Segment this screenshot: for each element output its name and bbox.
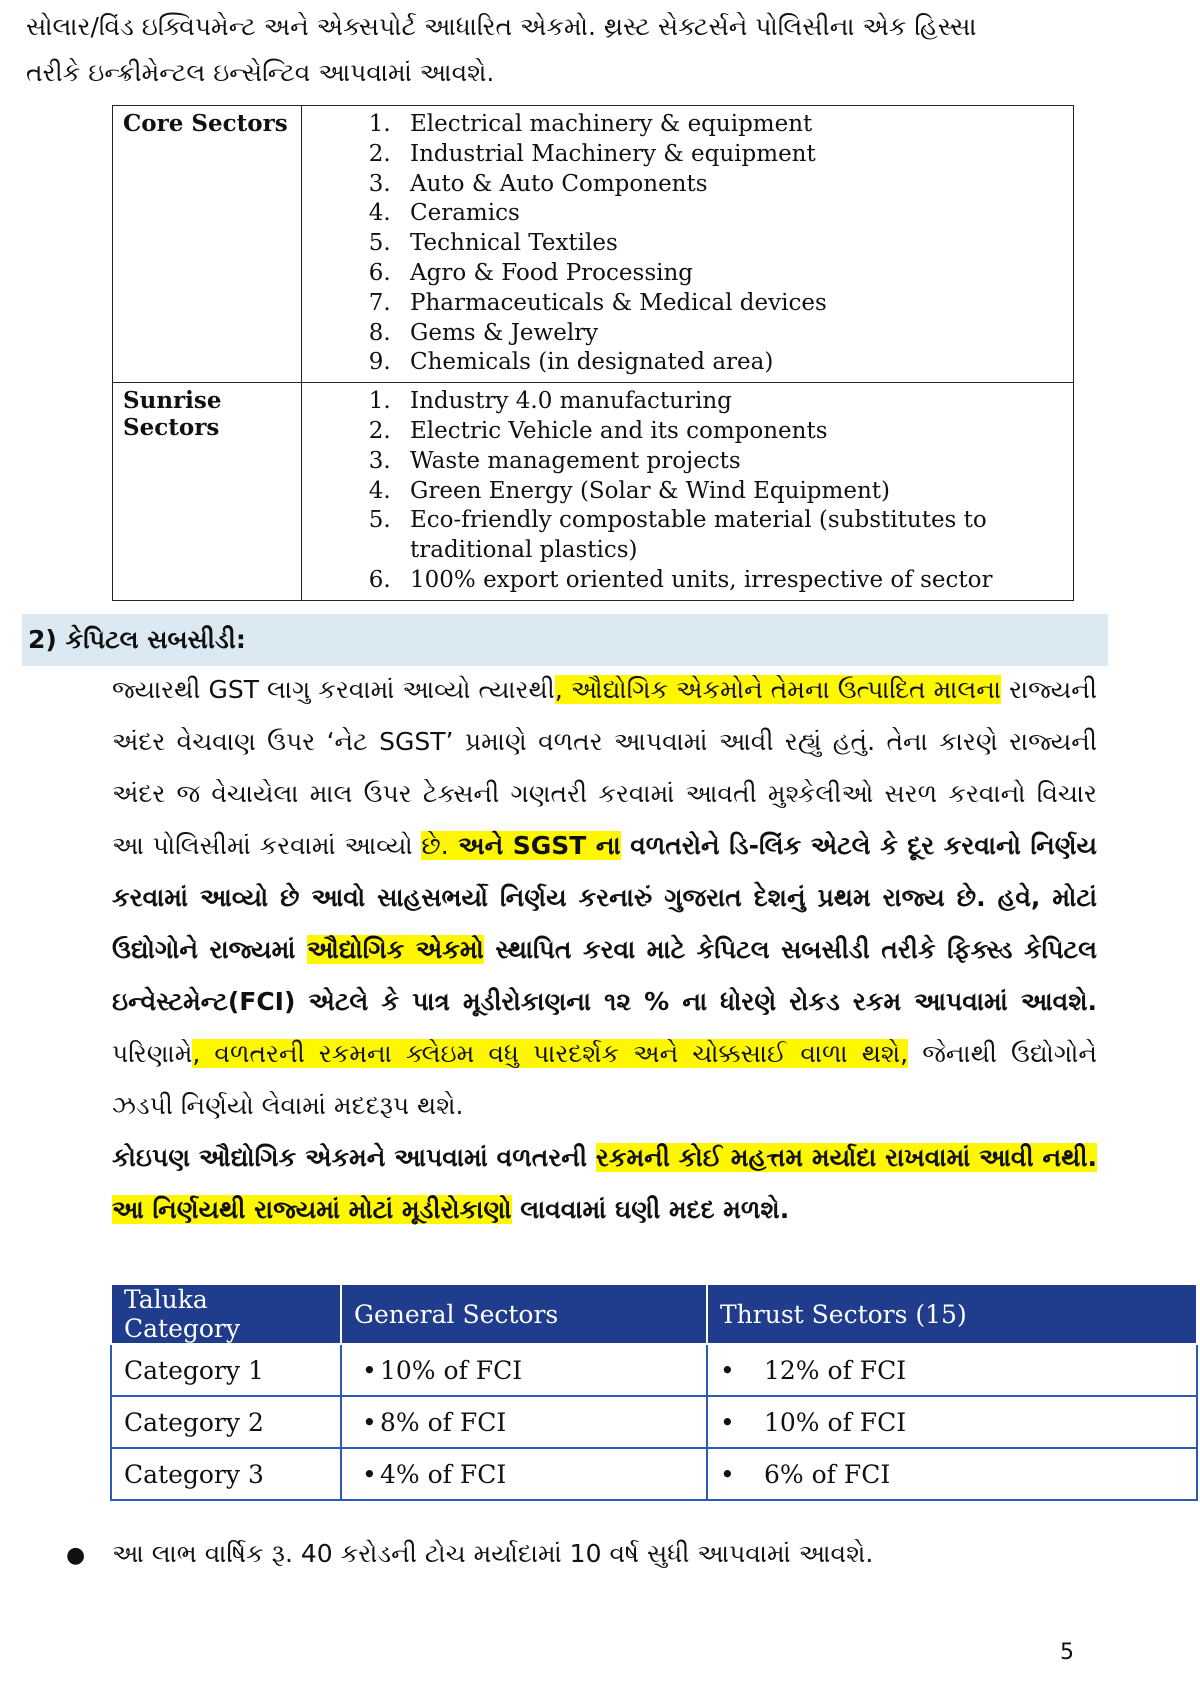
sector-item: 3. Auto & Auto Components xyxy=(398,170,1063,200)
table-row xyxy=(111,1448,1197,1500)
footer-bullet-text: આ લાભ વાર્ષિક રૂ. 40 કરોડની ટોચ મર્યાદામાં 10 વર્ષ સુધી આપવામાં આવશે. xyxy=(112,1539,874,1568)
sector-row-sunrise xyxy=(113,383,1074,601)
section-title: કેપિટલ સબસીડી: xyxy=(65,625,246,654)
sector-list-cell xyxy=(302,106,1074,383)
column-header: General Sectors xyxy=(341,1284,707,1344)
highlight-run: , વળતરની રકમના ક્લેઇમ વધુ પારદર્શક અને ચોક્કસાઈ વાળા થશે, xyxy=(192,1039,909,1068)
section-number: 2) xyxy=(28,625,57,654)
sector-row-core xyxy=(113,106,1074,383)
text-run: જ્યારથી GST લાગુ કરવામાં આવ્યો ત્યારથી xyxy=(112,675,555,704)
highlight-run: છે. xyxy=(421,831,449,860)
intro-line-2: તરીકે ઇન્ક્રીમેન્ટલ ઇન્સેન્ટિવ આપવામાં આવશે. xyxy=(26,58,495,87)
text-run: કોઇપણ ઔદ્યોગિક એકમને આપવામાં વળતરની xyxy=(112,1143,596,1172)
sector-item: 9. Chemicals (in designated area) xyxy=(398,348,1063,378)
taluka-category-cell: Category 2 xyxy=(111,1396,341,1448)
column-header: Taluka Category xyxy=(111,1284,341,1344)
sector-item: 1. Industry 4.0 manufacturing xyxy=(398,387,1063,417)
cell-value: 10% of FCI xyxy=(380,1355,523,1385)
sector-item: 3. Waste management projects xyxy=(398,447,1063,477)
sector-item: 6. Agro & Food Processing xyxy=(398,259,1063,289)
highlight-run: અને SGST ના xyxy=(448,831,621,860)
intro-line-1: સોલાર/વિંડ ઇક્વિપમેન્ટ અને એક્સપોર્ટ આધારિત એકમો. થ્રસ્ટ સેક્ટર્સને પોલિસીના એક હિસ્સા xyxy=(26,12,977,41)
sector-item: 8. Gems & Jewelry xyxy=(398,319,1063,349)
page-number: 5 xyxy=(1060,1640,1074,1665)
table-row xyxy=(111,1396,1197,1448)
sector-item: 2. Industrial Machinery & equipment xyxy=(398,140,1063,170)
sector-category: Sunrise Sectors xyxy=(113,383,302,601)
sector-item: 4. Green Energy (Solar & Wind Equipment) xyxy=(398,477,1063,507)
section-heading xyxy=(22,614,1108,666)
sector-list xyxy=(312,387,1063,596)
fci-rate-table xyxy=(110,1283,1198,1501)
sector-list-cell xyxy=(302,383,1074,601)
text-run: જેનાથી ઉદ્યોગોને ઝડપી નિર્ણયો લેવામાં મદદરૂપ થશે. xyxy=(112,1039,1097,1120)
cell-value: 6% of FCI xyxy=(764,1459,891,1489)
thrust-sector-cell: • 10% of FCI xyxy=(707,1396,1197,1448)
cell-value: 12% of FCI xyxy=(764,1355,907,1385)
sector-item: 2. Electric Vehicle and its components xyxy=(398,417,1063,447)
sector-item: 5. Eco-friendly compostable material (substitutes to traditional plastics) xyxy=(398,506,1063,566)
highlight-run: ઔદ્યોગિક એકમો xyxy=(306,935,484,964)
section-body xyxy=(112,664,1097,1236)
intro-paragraph xyxy=(26,4,1106,96)
general-sector-cell: • 10% of FCI xyxy=(341,1344,707,1396)
paragraph-limit xyxy=(112,1132,1097,1236)
footer-bullet-item xyxy=(66,1534,873,1576)
text-run: સ્થાપિત કરવા માટે કેપિટલ સબસીડી તરીકે ફિક્સ્ડ કેપિટલ ઇન્વેસ્ટમેન્ટ(FCI) એટલે કે પાત્ર મૂડીરોકાણના ૧૨ % ના ધોરણે રોકડ રકમ આપવામાં આવશે. xyxy=(112,935,1097,1016)
text-run: પરિણામે xyxy=(112,1039,193,1068)
thrust-sector-cell: • 12% of FCI xyxy=(707,1344,1197,1396)
sector-item: 6. 100% export oriented units, irrespective of sector xyxy=(398,566,1063,596)
text-run: વળતરોને ડિ-લિંક એટલે કે દૂર કરવાનો નિર્ણય કરવામાં આવ્યો છે આવો સાહસભર્યો નિર્ણય કરનારું ગુજરાત દેશનું પ્રથમ રાજ્ય છે. હવે, મોટાં ઉદ્યોગોને રાજ્યમાં xyxy=(112,831,1098,964)
sector-item: 1. Electrical machinery & equipment xyxy=(398,110,1063,140)
highlight-run: , ઔદ્યોગિક એકમોને તેમના ઉત્પાદિત માલના xyxy=(554,675,1002,704)
bullet-icon: ● xyxy=(66,1543,86,1568)
highlight-run: રકમની કોઈ મહત્તમ મર્યાદા રાખવામાં આવી નથી. આ નિર્ણયથી રાજ્યમાં મોટાં મૂડીરોકાણો xyxy=(112,1143,1097,1224)
sector-item: 5. Technical Textiles xyxy=(398,229,1063,259)
cell-value: 4% of FCI xyxy=(380,1459,507,1489)
paragraph-gst xyxy=(112,664,1097,1132)
sectors-table xyxy=(112,105,1074,601)
general-sector-cell: • 8% of FCI xyxy=(341,1396,707,1448)
sector-item: 7. Pharmaceuticals & Medical devices xyxy=(398,289,1063,319)
table-row xyxy=(111,1344,1197,1396)
taluka-category-cell: Category 3 xyxy=(111,1448,341,1500)
sector-item: 4. Ceramics xyxy=(398,199,1063,229)
taluka-category-cell: Category 1 xyxy=(111,1344,341,1396)
sector-list xyxy=(312,110,1063,378)
general-sector-cell: • 4% of FCI xyxy=(341,1448,707,1500)
thrust-sector-cell: • 6% of FCI xyxy=(707,1448,1197,1500)
sector-category: Core Sectors xyxy=(113,106,302,383)
text-run: રાજ્યની અંદર વેચવાણ ઉપર ‘નેટ SGST’ પ્રમાણે વળતર આપવામાં આવી રહ્યું હતું. તેના કારણે રાજ્યની અંદર જ વેચાયેલા માલ ઉપર ટેક્સની ગણતરી કરવામાં આવતી મુશ્કેલીઓ સરળ કરવાનો વિચાર આ પોલિસીમાં કરવામાં આવ્યો xyxy=(112,675,1097,860)
table-header-row xyxy=(111,1284,1197,1344)
text-run: લાવવામાં ઘણી મદદ મળશે. xyxy=(511,1195,790,1224)
cell-value: 10% of FCI xyxy=(764,1407,907,1437)
column-header: Thrust Sectors (15) xyxy=(707,1284,1197,1344)
cell-value: 8% of FCI xyxy=(380,1407,507,1437)
